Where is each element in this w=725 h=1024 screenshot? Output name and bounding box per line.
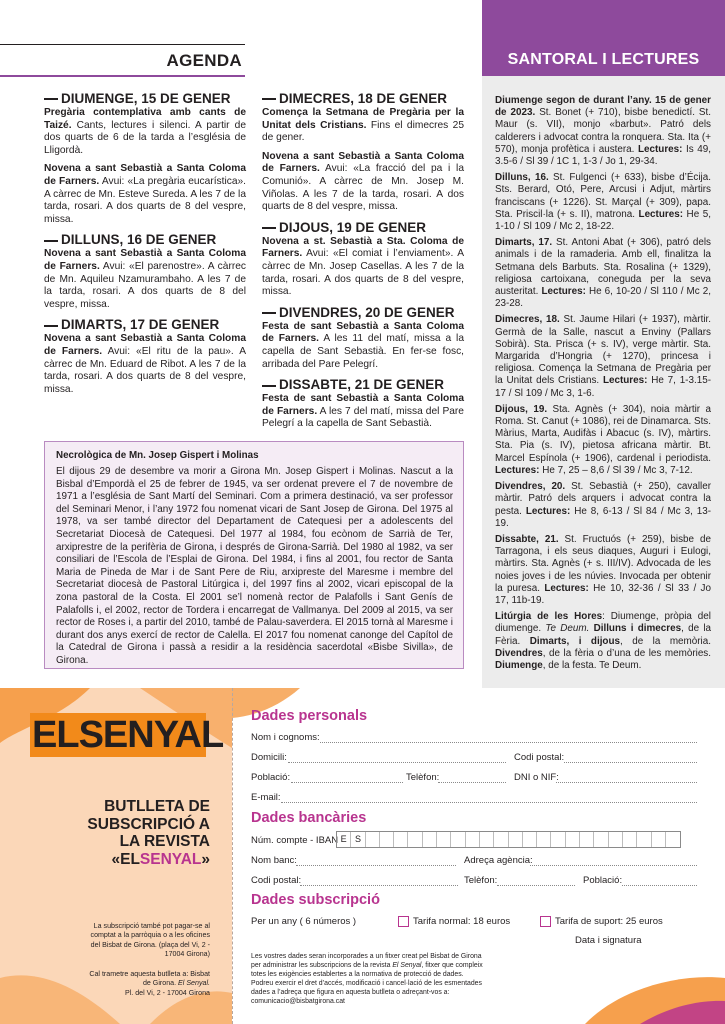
logo-el: EL <box>32 714 79 756</box>
santoral-header <box>482 0 725 76</box>
iban-cell[interactable] <box>609 832 623 847</box>
agenda-event-text: Avui: «La pregària eucarística». A càrrec de Mn. Esteve Sureda. A les 7 de la tarda, rosari. A dos quarts de 8 del vespre, missa. <box>44 175 246 225</box>
agenda-day-label: DIMECRES, 18 DE GENER <box>279 91 448 106</box>
butlleta-q2: SENYAL <box>139 850 202 868</box>
label-telefon: Telèfon: <box>406 772 440 783</box>
santoral-lect: Lectures: <box>541 286 586 298</box>
input-nom-banc[interactable] <box>296 865 456 866</box>
santoral-ref: He 6, 10-20 / Sl 110 / Mc 2, 23-28. <box>495 286 712 310</box>
santoral-lect: Lectures: <box>638 143 683 155</box>
cut-line <box>232 688 233 1024</box>
coupon-note-2 <box>82 970 210 998</box>
iban-cell[interactable]: E <box>337 832 351 847</box>
iban-cell[interactable] <box>480 832 494 847</box>
santoral-text: St. Antoni Abat (+ 306), patró dels animals i de la ramaderia. Amb ell, finalitza la Setmana dels Barbuts. Sta. Rosalina (+ 1329), religiosa cartoixana, coneguda per la seva austeritat. <box>495 237 711 298</box>
agenda-event-title: Novena a st. Sebastià a Sta. Coloma de Farners. <box>262 235 464 260</box>
agenda-event-title: Pregària contemplativa amb cants de Taizé. <box>44 107 246 131</box>
agenda-event-text: Fins el dimecres 25 de gener. <box>262 119 464 144</box>
agenda-event-text: Cants, lectures i silenci. A partir de dos quarts de 6 de la tarda a l’església de Lligordà. <box>44 119 246 156</box>
hores-b4: Divendres <box>495 647 543 659</box>
agenda-event <box>44 333 246 396</box>
note2-a: Cal trametre aquesta butlleta a: Bisbat de Girona. <box>89 970 210 988</box>
iban-cell[interactable] <box>451 832 465 847</box>
agenda-day-label: DISSABTE, 21 DE GENER <box>279 377 445 393</box>
iban-cell[interactable] <box>580 832 594 847</box>
label-dni: DNI o NIF: <box>514 772 559 783</box>
butlleta-title <box>40 798 210 868</box>
dades-bancaries-title: Dades bancàries <box>251 810 367 826</box>
santoral-entry <box>495 534 711 607</box>
iban-cell[interactable] <box>652 832 666 847</box>
checkbox-tarifa-normal[interactable] <box>398 916 409 927</box>
agenda-event <box>262 236 464 299</box>
label-poblacio-2: Població: <box>583 875 623 886</box>
agenda-event <box>44 248 246 311</box>
santoral-text: St. Fulgenci (+ 633), bisbe d’Écija. Sts. Berard, Otó, Pere, Arcusi i Adjut, màrtirs franciscans (+ 1226). St. Marçal (+ 309), papa. Sta. Priscil·la (+ s. II), matrona. <box>495 172 711 220</box>
iban-cell[interactable] <box>594 832 608 847</box>
iban-cell[interactable] <box>666 832 680 847</box>
input-nom[interactable] <box>320 742 697 743</box>
santoral-entry <box>495 95 711 168</box>
hores-t4: , de la fèria o d’una de les memòries. <box>542 647 711 659</box>
input-adreca[interactable] <box>530 865 697 866</box>
input-telefon-2[interactable] <box>497 885 575 886</box>
agenda-day-label: DILLUNS, 16 DE GENER <box>61 232 217 248</box>
butlleta-line-1: BUTLLETA DE <box>104 798 210 815</box>
dades-subscripcio-title: Dades subscripció <box>251 892 380 908</box>
dash-mark <box>262 385 276 387</box>
santoral-entry <box>495 404 711 477</box>
iban-cell[interactable] <box>566 832 580 847</box>
dash-mark <box>262 98 276 100</box>
agenda-day-label: DIMARTS, 17 DE GENER <box>61 317 220 333</box>
label-compte: Núm. compte - IBAN <box>251 835 339 846</box>
agenda-day-label: DIVENDRES, 20 DE GENER <box>279 304 455 320</box>
santoral-lect: Lectures: <box>525 505 571 517</box>
butlleta-line-3: LA REVISTA <box>119 833 210 850</box>
label-tarifa-suport: Tarifa de suport: 25 euros <box>555 916 663 927</box>
agenda-day-heading <box>44 232 246 247</box>
input-codi-postal-2[interactable] <box>300 885 458 886</box>
coupon-note-1: La subscripció també pot pagar-se al comptat a la parròquia o a les oficines del Bisbat de Girona. (plaça del Vi, 2 - 17004 Girona) <box>90 922 210 959</box>
label-poblacio: Població: <box>251 772 291 783</box>
santoral-entry <box>495 481 711 530</box>
label-data-signatura: Data i signatura <box>575 935 642 946</box>
dash-mark <box>44 325 58 327</box>
iban-boxes[interactable] <box>336 831 681 848</box>
santoral-entry <box>495 314 711 399</box>
legal-b: , fitxer que compleix totes les exigències establertes a la normativa de protecció de dades. Podreu exercir el dret d’accés, modificació i cancel·lació de les esmentades dades a l’adreça que figura en aquesta butlleta o adreçant-vos a: comunicacio@bisbatgirona.cat <box>251 961 483 1005</box>
agenda-event-text: A les 11 del matí, missa a la capella de Sant Sebastià. En fer-se fosc, arribada del Pare Pelegrí. <box>262 333 464 370</box>
iban-cell[interactable] <box>366 832 380 847</box>
santoral-head: Dimecres, 18. <box>495 314 560 326</box>
legal-a: Les vostres dades seran incorporades a un fitxer creat pel Bisbat de Girona per administrar les subscripcions de la revista <box>251 953 482 969</box>
iban-cell[interactable] <box>494 832 508 847</box>
label-tarifa-normal: Tarifa normal: 18 euros <box>413 916 511 927</box>
input-codi-postal[interactable] <box>564 762 697 763</box>
santoral-head: Dissabte, 21. <box>495 533 559 545</box>
agenda-event-text: Avui: «El ritu de la pau». A càrrec de Mn. Eduard de Ribot. A les 7 de la tarda, rosari. A dos quarts de 8 del vespre, missa. <box>44 345 246 395</box>
agenda-event-title: Comença la Setmana de Pregària per la Unitat dels Cristians. <box>262 107 464 131</box>
agenda-title: AGENDA <box>166 51 242 70</box>
label-telefon-2: Telèfon: <box>464 875 498 886</box>
input-poblacio[interactable] <box>291 782 403 783</box>
subscription-coupon <box>0 688 725 1024</box>
iban-cell[interactable] <box>637 832 651 847</box>
agenda-header <box>0 44 245 77</box>
iban-cell[interactable] <box>509 832 523 847</box>
santoral-text: St. Bonet (+ 710), bisbe benedictí. St. Maur (s. VII), monjo «barbut». Patró dels calderers i advocat contra la ronquera. Sta. Ita (+ 570), monja profètica i austera. <box>495 107 711 155</box>
agenda-event-title: Novena a sant Sebastià a Santa Coloma de Farners. <box>44 333 246 357</box>
hores-head: Litúrgia de les Hores <box>495 611 603 623</box>
hores-b5: Diumenge <box>495 659 543 671</box>
agenda-day-heading <box>262 91 464 106</box>
label-nom-banc: Nom banc: <box>251 855 297 866</box>
iban-cell[interactable] <box>523 832 537 847</box>
iban-cell[interactable] <box>380 832 394 847</box>
santoral-text <box>495 95 711 676</box>
hores-t2: , de la Fèria. <box>495 623 712 647</box>
label-domicili: Domicili: <box>251 752 287 763</box>
agenda-event-text: Avui: «La fracció del pa i la Comunió». A càrrec de Mn. Josep M. Viñolas. A les 7 de la tarda, rosari. A dos quarts de 8 del vespre, missa. <box>262 163 464 213</box>
note2-i: El Senyal. <box>178 979 210 988</box>
hores-t1: : Diumenge, pròpia del diumenge. <box>495 611 711 635</box>
agenda-day-heading <box>44 91 246 106</box>
note2-b: Pl. del Vi, 2 - 17004 Girona <box>124 988 210 997</box>
dades-personals-title: Dades personals <box>251 708 368 724</box>
iban-cell[interactable] <box>466 832 480 847</box>
hores-b3: Dimarts, i dijous <box>529 635 620 647</box>
logo-senyal: SENYAL <box>78 714 224 756</box>
santoral-text: St. Jaume Hilari (+ 1937), màrtir. Germà de la Salle, nascut a Enviny (Pallars Sobirà). Sta. Prisca (+ s. IV), verge màrtir. Sta. Margarida d’Hongria (+ 1270), princesa i religiosa. Comença la Setmana de Pregària per la Unitat dels Cristians. <box>495 314 712 387</box>
santoral-title: SANTORAL I LECTURES <box>507 51 700 68</box>
dash-mark <box>44 240 58 242</box>
agenda-event-title: Festa de sant Sebastià a Santa Coloma de Farners. <box>262 393 464 417</box>
butlleta-q1: «EL <box>111 850 140 868</box>
dash-mark <box>44 98 58 100</box>
iban-cell[interactable] <box>423 832 437 847</box>
label-codi-postal: Codi postal: <box>514 752 565 763</box>
santoral-head: Dilluns, 16. <box>495 172 549 184</box>
iban-cell[interactable] <box>537 832 551 847</box>
agenda-event-text: A les 7 del matí, missa del Pare Pelegrí a la capella de Sant Sebastià. <box>262 405 464 430</box>
agenda-column-1 <box>44 91 246 402</box>
per-un-any: Per un any ( 6 números ) <box>251 916 357 927</box>
agenda-event <box>262 107 464 145</box>
hores-t5: , de la festa. Te Deum. <box>542 659 642 671</box>
agenda-event <box>44 163 246 226</box>
agenda-event-title: Festa de sant Sebastià a Santa Coloma de Farners. <box>262 320 464 345</box>
liturgia-hores <box>495 611 711 672</box>
necrologica-box <box>44 441 464 669</box>
dash-mark <box>262 227 276 229</box>
santoral-lect: Lectures: <box>544 582 589 594</box>
agenda-day-label: DIUMENGE, 15 DE GENER <box>61 91 231 106</box>
agenda-event <box>44 107 246 157</box>
agenda-event <box>262 321 464 371</box>
santoral-lect: Lectures: <box>638 208 683 220</box>
agenda-day-heading <box>262 377 464 392</box>
label-nom: Nom i cognoms: <box>251 732 320 743</box>
label-email: E-mail: <box>251 792 281 803</box>
input-dni[interactable] <box>556 782 697 783</box>
label-codi-postal-2: Codi postal: <box>251 875 302 886</box>
label-adreca: Adreça agència: <box>464 855 533 866</box>
input-email[interactable] <box>281 802 697 803</box>
iban-cell[interactable] <box>623 832 637 847</box>
el-senyal-logo <box>30 713 224 757</box>
legal-i: El Senyal <box>392 961 422 969</box>
agenda-event <box>262 393 464 431</box>
santoral-text: St. Fructuós (+ 259), bisbe de Tarragona, i els seus diaques, Auguri i Eulogi, màrtirs. Sta. Agnès (+ s. III/IV). Advocada de les noies joves i de les núvies. Invocada per obtenir la puresa. <box>495 533 711 594</box>
iban-cell[interactable]: S <box>351 832 365 847</box>
santoral-head: Dimarts, 17. <box>495 237 553 249</box>
agenda-event-text: Avui: «El parenostre». A càrrec de Mn. Aquileu Nzamurambaho. A les 7 de la tarda, rosari. A dos quarts de 8 del vespre, missa. <box>44 260 246 310</box>
santoral-text: Sta. Agnès (+ 304), noia màrtir a Roma. St. Canut (+ 1086), rei de Dinamarca. Sts. Màrius, Marta, Audifàs i Abacuc (s. IV), màrtirs. Sta. Pia (s. IV), pietosa africana màrtir. Bt. Marcel Espínola (+ 1906), cardenal i periodista. <box>495 403 712 464</box>
necrologica-title: Necrològica de Mn. Josep Gispert i Molinas <box>56 450 259 461</box>
agenda-event-text: Avui: «El comiat i l’enviament». A càrrec de Mn. Josep Casellas. A les 7 de la tarda, rosari. A dos quarts de 8 del vespre, missa. <box>262 248 464 298</box>
input-poblacio-2[interactable] <box>622 885 697 886</box>
santoral-head: Divendres, 20. <box>495 481 566 493</box>
input-telefon[interactable] <box>438 782 506 783</box>
agenda-event-title: Novena a sant Sebastià a Santa Coloma de Farners. <box>44 163 246 187</box>
iban-cell[interactable] <box>408 832 422 847</box>
santoral-text: St. Sebastià (+ 250), cavaller màrtir. Patró dels arquers i advocat contra la pesta. <box>495 481 711 517</box>
agenda-event <box>262 151 464 214</box>
butlleta-line-2: SUBSCRIPCIÓ A <box>87 815 210 833</box>
hores-t3: , de la memòria. <box>620 635 711 647</box>
dash-mark <box>262 312 276 314</box>
santoral-ref: He 5, 1-10 / Sl 109 / Mc 2, 18-22. <box>495 208 711 233</box>
santoral-ref: Is 49, 3.5-6 / Sl 39 / 1C 1, 1-3 / Jo 1, 29-34. <box>495 143 711 168</box>
santoral-head: Dijous, 19. <box>495 403 548 415</box>
santoral-lect: Lectures: <box>602 375 648 387</box>
hores-b2: Dilluns i dimecres <box>589 623 682 635</box>
iban-cell[interactable] <box>437 832 451 847</box>
agenda-event-title: Novena a sant Sebastià a Santa Coloma de Farners. <box>262 150 464 175</box>
butlleta-line-4 <box>40 851 210 869</box>
agenda-day-label: DIJOUS, 19 DE GENER <box>279 219 427 235</box>
necrologica-body: El dijous 29 de desembre va morir a Girona Mn. Josep Gispert i Molinas. Nascut a la Bisbal d’Empordà el 25 de febrer de 1945, va ser ordenat prevere el 7 de novembre de 1971 a l’església de Sant Martí del Seminari. Com a primera destinació, va ser professor del Seminari Menor, i l’any 1972 fou nomenat vicari de Sant Josep de Girona. Del 1975 al 1978, va ser també director del Departament de Catequesi per a adolescents del Secretariat Diocesà de Catequesi. Del 1977 al 1984, fou ecònom de Sarrià de Ter, arxiprestre de la perifèria de Girona, i després de Girona-Sarrià. Del 1980 al 1982, va ser consiliari de l’Escola de l’Esplai de Girona. Del 1984, i fins al 2001, fou rector de Santa Maria de Pineda de Mar i de Sant Pere de Riu, arxipreste del Maresme i membre del Secretariat diocesà de Pastoral Litúrgica i, del 1997 fins al 2002, vicari episcopal de la zona pastoral de la Costa. El 2001 se’l nomenà rector de Palafolls i Sant Genís de Palafolls i, el 2002, rector de Tordera i encarregat de Vallmanya. Del 2009 al 2015, va ser rector de Roses i, a partir del 2010, també de Palau-saverdera. El 2015 tornà al Maresme i durant dos anys exercí de rector de Calella. El 2017 fou nomenat canonge del Capítol de la Catedral de Girona i passà a residir a la residència sacerdotal «Bisbe Sivilla», de Girona. <box>56 466 453 666</box>
agenda-column-2 <box>262 91 464 437</box>
agenda-event-title: Novena a sant Sebastià a Santa Coloma de Farners. <box>44 248 246 272</box>
checkbox-tarifa-suport[interactable] <box>540 916 551 927</box>
santoral-ref: He 7, 1-3.15-17 / Sl 109 / Mc 3, 1-6. <box>495 375 711 399</box>
santoral-ref: He 8, 6-13 / Sl 84 / Mc 3, 13-19. <box>495 505 711 529</box>
input-domicili[interactable] <box>288 762 506 763</box>
santoral-entry <box>495 237 711 310</box>
agenda-day-heading <box>262 220 464 235</box>
santoral-head: Diumenge segon de durant l’any. 15 de gener de 2023. <box>495 95 711 119</box>
legal-text <box>251 953 483 1006</box>
butlleta-q3: » <box>201 850 210 868</box>
santoral-ref: He 10, 32-36 / Sl 33 / Jo 17, 11b-19. <box>495 582 711 606</box>
agenda-day-heading <box>262 305 464 320</box>
iban-cell[interactable] <box>394 832 408 847</box>
santoral-lect: Lectures: <box>495 464 540 476</box>
iban-cell[interactable] <box>551 832 565 847</box>
santoral-entry <box>495 172 711 233</box>
agenda-day-heading <box>44 317 246 332</box>
santoral-ref: He 7, 25 – 8,6 / Sl 39 / Mc 3, 7-12. <box>539 464 693 476</box>
hores-i1: Te Deum. <box>545 623 590 635</box>
